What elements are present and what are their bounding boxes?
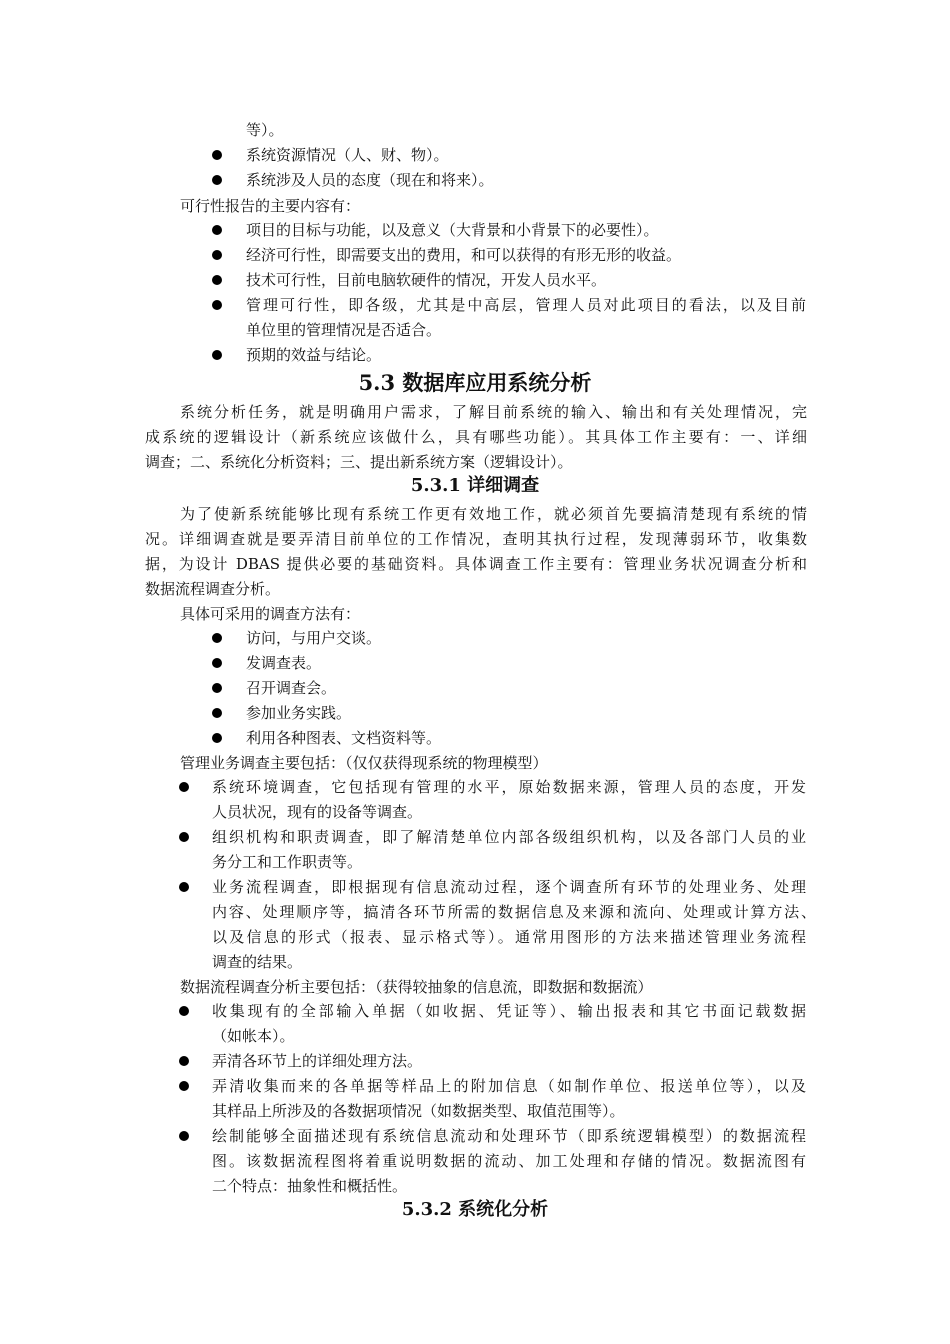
bullet-icon: [212, 275, 222, 285]
paragraph-text: 管理业务调查主要包括：（仅仅获得现系统的物理模型）: [180, 754, 548, 772]
list-item: 召开调查会。: [246, 679, 337, 697]
bullet-icon: [179, 1056, 189, 1066]
paragraph-text: 可行性报告的主要内容有：: [180, 197, 361, 215]
list-item-continuation: 务分工和工作职责等。: [212, 853, 363, 871]
bullet-icon: [212, 350, 222, 360]
bullet-icon: [179, 1006, 189, 1016]
list-item: 系统环境调查，它包括现有管理的水平，原始数据来源，管理人员的态度，开发: [212, 778, 806, 796]
list-item-continuation: 图。该数据流程图将着重说明数据的流动、加工处理和存储的情况。数据流图有: [212, 1152, 806, 1170]
paragraph-line: 调查；二、系统化分析资料；三、提出新系统方案（逻辑设计）。: [145, 453, 573, 471]
bullet-icon: [212, 150, 222, 160]
subsection-heading: 5.3.2 系统化分析: [401, 1199, 549, 1220]
list-item: 参加业务实践。: [246, 704, 352, 722]
list-item: 管理可行性，即各级，尤其是中高层，管理人员对此项目的看法，以及目前: [246, 296, 806, 314]
paragraph-line: 据，为设计 DBAS 提供必要的基础资料。具体调查工作主要有：管理业务状况调查分析和: [145, 555, 807, 573]
subsection-heading: 5.3.1 详细调查: [410, 475, 540, 496]
paragraph-line: 数据流程调查分析。: [145, 580, 281, 598]
bullet-icon: [212, 300, 222, 310]
bullet-icon: [212, 175, 222, 185]
bullet-icon: [212, 683, 222, 693]
bullet-icon: [212, 658, 222, 668]
list-item: 发调查表。: [246, 654, 322, 672]
list-item-continuation: 内容、处理顺序等，搞清各环节所需的数据信息及来源和流向、处理或计算方法、: [212, 903, 816, 921]
list-item-continuation: 其样品上所涉及的各数据项情况（如数据类型、取值范围等）。: [212, 1102, 625, 1120]
list-item-continuation: 人员状况，现有的设备等调查。: [212, 803, 423, 821]
list-item-continuation: （如帐本）。: [212, 1027, 295, 1045]
bullet-icon: [212, 733, 222, 743]
list-item: 技术可行性，目前电脑软硬件的情况，开发人员水平。: [246, 271, 607, 289]
list-item-continuation: 二个特点：抽象性和概括性。: [212, 1177, 408, 1195]
list-item: 经济可行性，即需要支出的费用，和可以获得的有形无形的收益。: [246, 246, 682, 264]
bullet-icon: [212, 708, 222, 718]
section-heading: 5.3 数据库应用系统分析: [358, 370, 592, 395]
bullet-icon: [179, 1131, 189, 1141]
list-item: 绘制能够全面描述现有系统信息流动和处理环节（即系统逻辑模型）的数据流程: [212, 1127, 806, 1145]
list-item: 弄清各环节上的详细处理方法。: [212, 1052, 423, 1070]
paragraph-line: 系统分析任务，就是明确用户需求，了解目前系统的输入、输出和有关处理情况，完: [180, 403, 807, 421]
list-item-continuation: 调查的结果。: [212, 953, 303, 971]
paragraph-line: 况。详细调查就是要弄清目前单位的工作情况，查明其执行过程，发现薄弱环节，收集数: [145, 530, 807, 548]
list-item: 组织机构和职责调查，即了解清楚单位内部各级组织机构，以及各部门人员的业: [212, 828, 806, 846]
list-item: 预期的效益与结论。: [246, 346, 382, 364]
list-item: 业务流程调查，即根据现有信息流动过程，逐个调查所有环节的处理业务、处理: [212, 878, 806, 896]
bullet-icon: [212, 225, 222, 235]
paragraph-text: 数据流程调查分析主要包括：（获得较抽象的信息流，即数据和数据流）: [180, 978, 653, 996]
bullet-icon: [179, 1081, 189, 1091]
list-item: 访问，与用户交谈。: [246, 629, 382, 647]
list-item: 收集现有的全部输入单据（如收据、凭证等）、输出报表和其它书面记载数据: [212, 1002, 806, 1020]
bullet-icon: [179, 882, 189, 892]
bullet-icon: [212, 633, 222, 643]
bullet-icon: [179, 832, 189, 842]
list-item-continuation: 单位里的管理情况是否适合。: [246, 321, 442, 339]
paragraph-line: 成系统的逻辑设计（新系统应该做什么，具有哪些功能）。其具体工作主要有：一、详细: [145, 428, 807, 446]
list-item: 利用各种图表、文档资料等。: [246, 729, 442, 747]
paragraph-text: 具体可采用的调查方法有：: [180, 605, 361, 623]
list-item: 项目的目标与功能，以及意义（大背景和小背景下的必要性）。: [246, 221, 659, 239]
paragraph-line: 为了使新系统能够比现有系统工作更有效地工作，就必须首先要搞清楚现有系统的情: [180, 505, 807, 523]
list-item: 系统涉及人员的态度（现在和将来）。: [246, 171, 494, 189]
bullet-icon: [179, 782, 189, 792]
list-item: 弄清收集而来的各单据等样品上的附加信息（如制作单位、报送单位等），以及: [212, 1077, 806, 1095]
bullet-icon: [212, 250, 222, 260]
list-item-continuation: 以及信息的形式（报表、显示格式等）。通常用图形的方法来描述管理业务流程: [212, 928, 806, 946]
list-item-continuation: 等）。: [246, 121, 284, 139]
list-item: 系统资源情况（人、财、物）。: [246, 146, 449, 164]
